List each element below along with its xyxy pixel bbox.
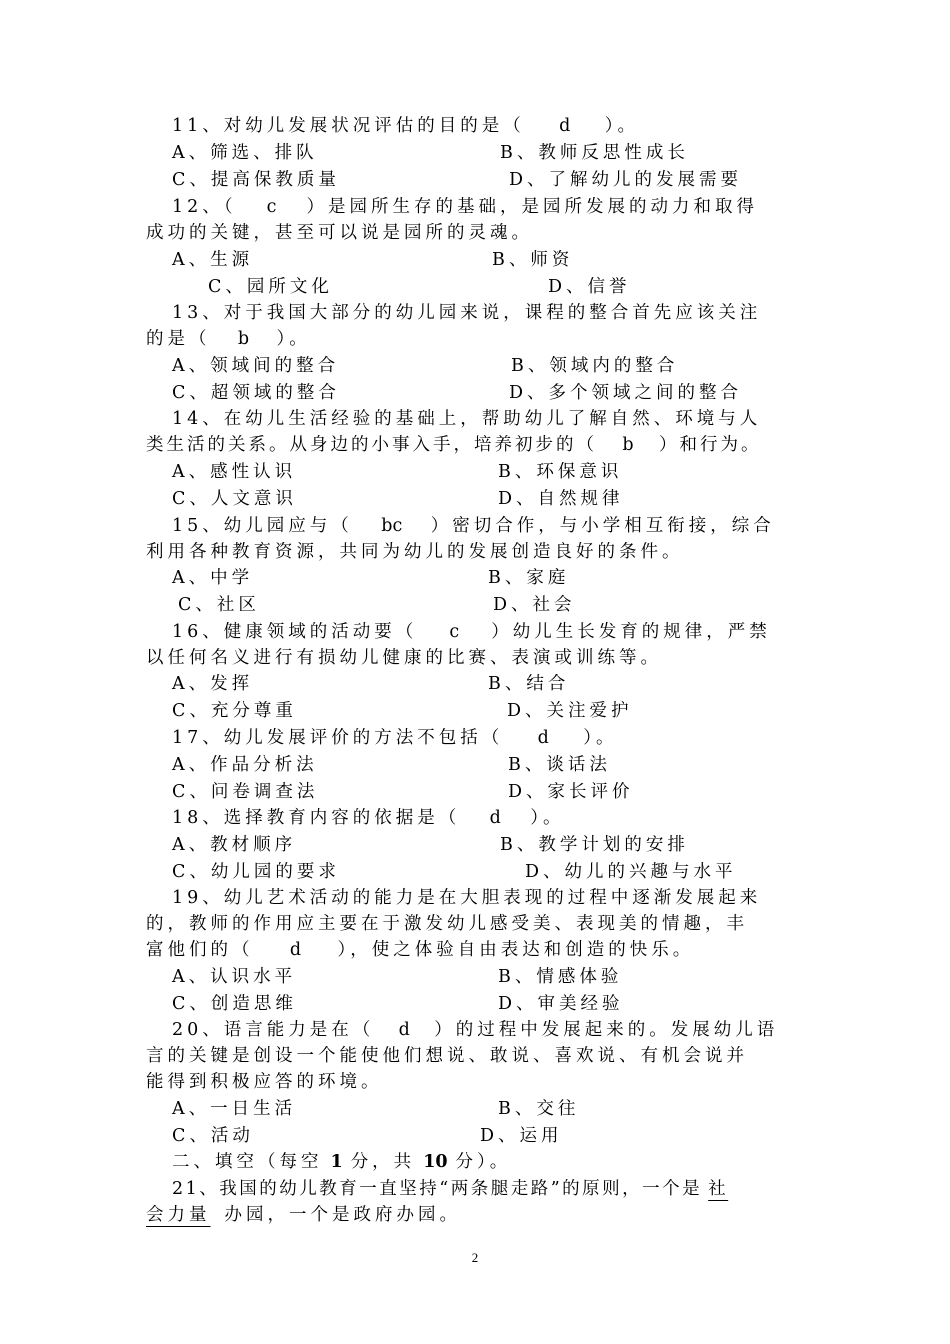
q12-rest: ）是园所生存的基础，是园所发展的动力和取得: [306, 197, 759, 217]
q21-rest: 办园，一个是政府办园。: [224, 1205, 461, 1225]
q21-line2: [146, 1203, 806, 1227]
q13-line1: 13、对于我国大部分的幼儿园来说，课程的整合首先应该关注: [172, 303, 762, 323]
q15-option-a: A、中学: [172, 568, 254, 588]
q16-start: 16、健康领域的活动要（: [172, 622, 418, 642]
q21-blank-2: 会力量: [146, 1205, 211, 1225]
q21-blank-1: 社: [708, 1179, 729, 1199]
q17-stem-text: 17、幼儿发展评价的方法不包括（: [172, 728, 504, 748]
q13-option-c: C、超领域的整合: [172, 383, 340, 403]
q20-line3: 能得到积极应答的环境。: [146, 1072, 383, 1092]
q16-rest: ）幼儿生长发育的规律，严禁: [491, 622, 771, 642]
q14-option-c: C、人文意识: [172, 489, 297, 509]
q19-option-c: C、创造思维: [172, 994, 297, 1014]
q12-line2: 成功的关键，甚至可以说是园所的灵魂。: [146, 223, 533, 243]
q12-option-c: C、园所文化: [208, 277, 333, 297]
q16-line2: 以任何名义进行有损幼儿健康的比赛、表演或训练等。: [146, 648, 662, 668]
q15-option-b: B、家庭: [488, 568, 570, 588]
q19-rest: ），使之体验自由表达和创造的快乐。: [337, 940, 695, 960]
q20-answer: d: [398, 1020, 410, 1040]
q13-answer: b: [237, 329, 250, 349]
q15-line2: 利用各种教育资源，共同为幼儿的发展创造良好的条件。: [146, 542, 684, 562]
q16-option-c: C、充分尊重: [172, 701, 297, 721]
q19-line3-start: 富他们的（: [146, 940, 254, 960]
q13-end: ）。: [276, 329, 311, 349]
q18-answer: d: [489, 808, 501, 828]
q12-option-d: D、信誉: [548, 277, 631, 297]
q18-end: ）。: [530, 808, 565, 828]
q18-option-b: B、教学计划的安排: [500, 835, 689, 855]
q11-stem-text: 11、对幼儿发展状况评估的目的是（: [172, 116, 525, 136]
q18-option-c: C、幼儿园的要求: [172, 862, 340, 882]
q14-line1: 14、在幼儿生活经验的基础上，帮助幼儿了解自然、环境与人: [172, 409, 762, 429]
q14-option-b: B、环保意识: [498, 462, 623, 482]
q12-option-a: A、生源: [172, 250, 254, 270]
q16-option-a: A、发挥: [172, 674, 254, 694]
q11-option-b: B、教师反思性成长: [500, 143, 689, 163]
q14-line2-start: 类生活的关系。从身边的小事入手，培养初步的（: [146, 435, 597, 455]
q14-line2: [146, 433, 806, 457]
q19-option-b: B、情感体验: [498, 967, 623, 987]
q15-answer: bc: [381, 516, 403, 536]
q13-option-a: A、领域间的整合: [172, 356, 340, 376]
q11-answer: d: [559, 116, 571, 136]
q18-option-d: D、幼儿的兴趣与水平: [525, 862, 737, 882]
q16-option-d: D、关注爱护: [507, 701, 633, 721]
q11-option-d: D、了解幼儿的发展需要: [509, 170, 743, 190]
section2-n2: 10: [423, 1152, 448, 1172]
page-number: 2: [471, 1250, 479, 1265]
q15-line1: [172, 514, 832, 538]
q15-rest: ）密切合作，与小学相互衔接，综合: [430, 516, 775, 536]
q17-option-c: C、问卷调查法: [172, 782, 319, 802]
q17-option-d: D、家长评价: [508, 782, 634, 802]
q20-start: 20、语言能力是在（: [172, 1020, 375, 1040]
q11-stem: [172, 114, 832, 138]
q21-line1: [172, 1177, 832, 1201]
q16-line1: [172, 620, 832, 644]
q15-option-c: C、社区: [178, 595, 260, 615]
q14-option-d: D、自然规律: [498, 489, 624, 509]
q12-option-b: B、师资: [492, 250, 574, 270]
section2-c: 分）。: [455, 1152, 512, 1172]
q13-option-d: D、多个领域之间的整合: [509, 383, 743, 403]
section-2-heading: [172, 1150, 832, 1174]
q20-rest: ）的过程中发展起来的。发展幼儿语: [434, 1020, 779, 1040]
q16-answer: c: [449, 622, 460, 642]
q18-option-a: A、教材顺序: [172, 835, 297, 855]
section2-b: 分，共: [350, 1152, 416, 1172]
q20-option-a: A、一日生活: [172, 1099, 297, 1119]
q12-answer: c: [266, 197, 277, 217]
q13-option-b: B、领域内的整合: [511, 356, 679, 376]
q19-line1: 19、幼儿艺术活动的能力是在大胆表现的过程中逐渐发展起来: [172, 888, 762, 908]
q20-option-c: C、活动: [172, 1126, 254, 1146]
q18-stem-text: 18、选择教育内容的依据是（: [172, 808, 461, 828]
q11-end: ）。: [604, 116, 640, 136]
q20-line2: 言的关键是创设一个能使他们想说、敢说、喜欢说、有机会说并: [146, 1046, 748, 1066]
q17-end: ）。: [583, 728, 618, 748]
section2-n1: 1: [330, 1152, 343, 1172]
q17-option-b: B、谈话法: [508, 755, 611, 775]
q18-stem: [172, 806, 832, 830]
q20-option-d: D、运用: [480, 1126, 563, 1146]
q13-line2-start: 的是（: [146, 329, 211, 349]
q14-end: ）和行为。: [659, 435, 762, 455]
q21-start: 21、我国的幼儿教育一直坚持“两条腿走路”的原则，一个是: [172, 1179, 703, 1199]
q19-line2: 的，教师的作用应主要在于激发幼儿感受美、表现美的情趣，丰: [146, 914, 748, 934]
q15-start: 15、幼儿园应与（: [172, 516, 353, 536]
q20-line1: [172, 1018, 832, 1042]
q12-start: 12、（: [172, 197, 237, 217]
q14-answer: b: [622, 435, 634, 455]
q19-option-d: D、审美经验: [498, 994, 624, 1014]
q17-stem: [172, 726, 832, 750]
q19-line3: [146, 938, 806, 962]
q16-option-b: B、结合: [488, 674, 570, 694]
q14-option-a: A、感性认识: [172, 462, 297, 482]
q19-answer: d: [289, 940, 302, 960]
q11-option-a: A、筛选、排队: [172, 143, 318, 163]
q15-option-d: D、社会: [493, 595, 576, 615]
q13-line2: [146, 327, 806, 351]
q17-option-a: A、作品分析法: [172, 755, 318, 775]
q17-answer: d: [537, 728, 549, 748]
q19-option-a: A、认识水平: [172, 967, 297, 987]
q12-line1: [172, 195, 832, 219]
q20-option-b: B、交往: [498, 1099, 580, 1119]
section2-a: 二、填空（每空: [172, 1152, 323, 1172]
q11-option-c: C、提高保教质量: [172, 170, 340, 190]
